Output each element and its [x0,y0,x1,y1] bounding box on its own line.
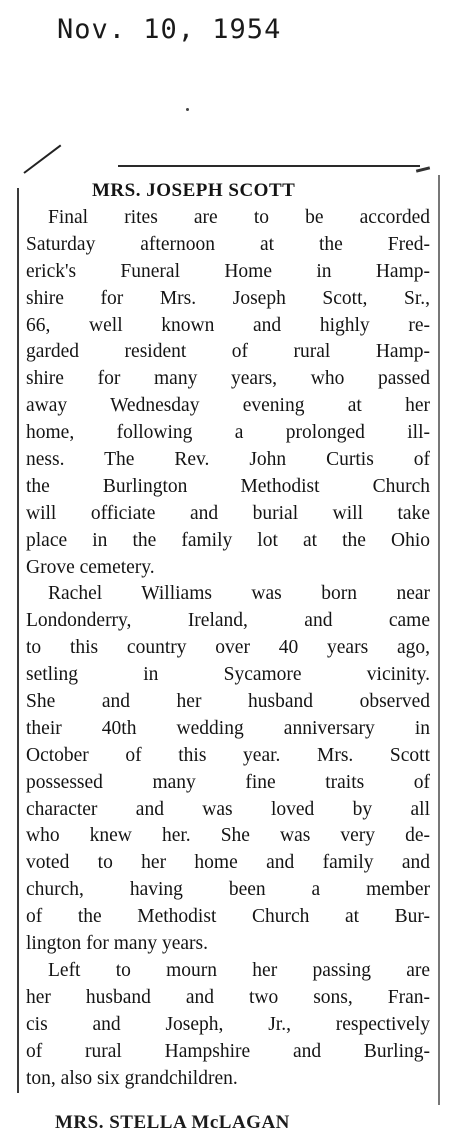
text-line: setling in Sycamore vicinity. [26,664,430,686]
text-line: Left to mourn her passing are [48,959,430,981]
text-line: cis and Joseph, Jr., respectively [26,1013,430,1035]
clipping-date: Nov. 10, 1954 [57,14,282,45]
text-line: voted to her home and family and [26,852,430,874]
text-line: ton, also six grandchildren. [26,1067,238,1089]
text-line: shire for Mrs. Joseph Scott, Sr., [26,287,430,309]
clipping-right-edge [438,175,440,1105]
obituary-heading: MRS. JOSEPH SCOTT [92,180,296,201]
text-line: of the Methodist Church at Bur- [26,906,430,928]
column-top-rule [118,165,420,167]
paragraph-survivors [26,958,430,1092]
obituary-body [26,205,430,1092]
text-line: her husband and two sons, Fran- [26,986,430,1008]
text-line: will officiate and burial will take [26,502,430,524]
text-line: possessed many fine traits of [26,771,430,793]
ink-speck [186,108,189,111]
text-line: church, having been a member [26,879,430,901]
text-line: shire for many years, who passed [26,368,430,390]
text-line: away Wednesday evening at her [26,395,430,417]
text-line: erick's Funeral Home in Hamp- [26,260,430,282]
text-line: October of this year. Mrs. Scott [26,744,430,766]
text-line: Saturday afternoon at the Fred- [26,233,430,255]
clipping-tick-mark [416,166,430,172]
clipping-cut-mark [23,145,61,174]
text-line: 66, well known and highly re- [26,314,430,336]
text-line: to this country over 40 years ago, [26,637,430,659]
text-line: Grove cemetery. [26,556,155,578]
text-line: place in the family lot at the Ohio [26,529,430,551]
next-obituary-heading-text: MRS. STELLA McLAGAN [55,1112,290,1133]
text-line: Rachel Williams was born near [48,583,430,605]
paragraph-biography [26,581,430,957]
text-line: the Burlington Methodist Church [26,475,430,497]
text-line: their 40th wedding anniversary in [26,717,430,739]
text-line: She and her husband observed [26,691,430,713]
text-line: lington for many years. [26,933,208,955]
next-obituary-heading-cropped [55,1108,290,1133]
text-line: Final rites are to be accorded [48,207,430,228]
text-line: Londonderry, Ireland, and came [26,610,430,632]
text-line: who knew her. She was very de- [26,825,430,847]
text-line: garded resident of rural Hamp- [26,341,430,363]
text-line: of rural Hampshire and Burling- [26,1040,430,1062]
text-line: ness. The Rev. John Curtis of [26,449,430,471]
clipping-left-edge [17,188,19,1093]
paragraph-funeral-notice [26,205,430,581]
text-line: character and was loved by all [26,798,430,820]
text-line: home, following a prolonged ill- [26,422,430,444]
